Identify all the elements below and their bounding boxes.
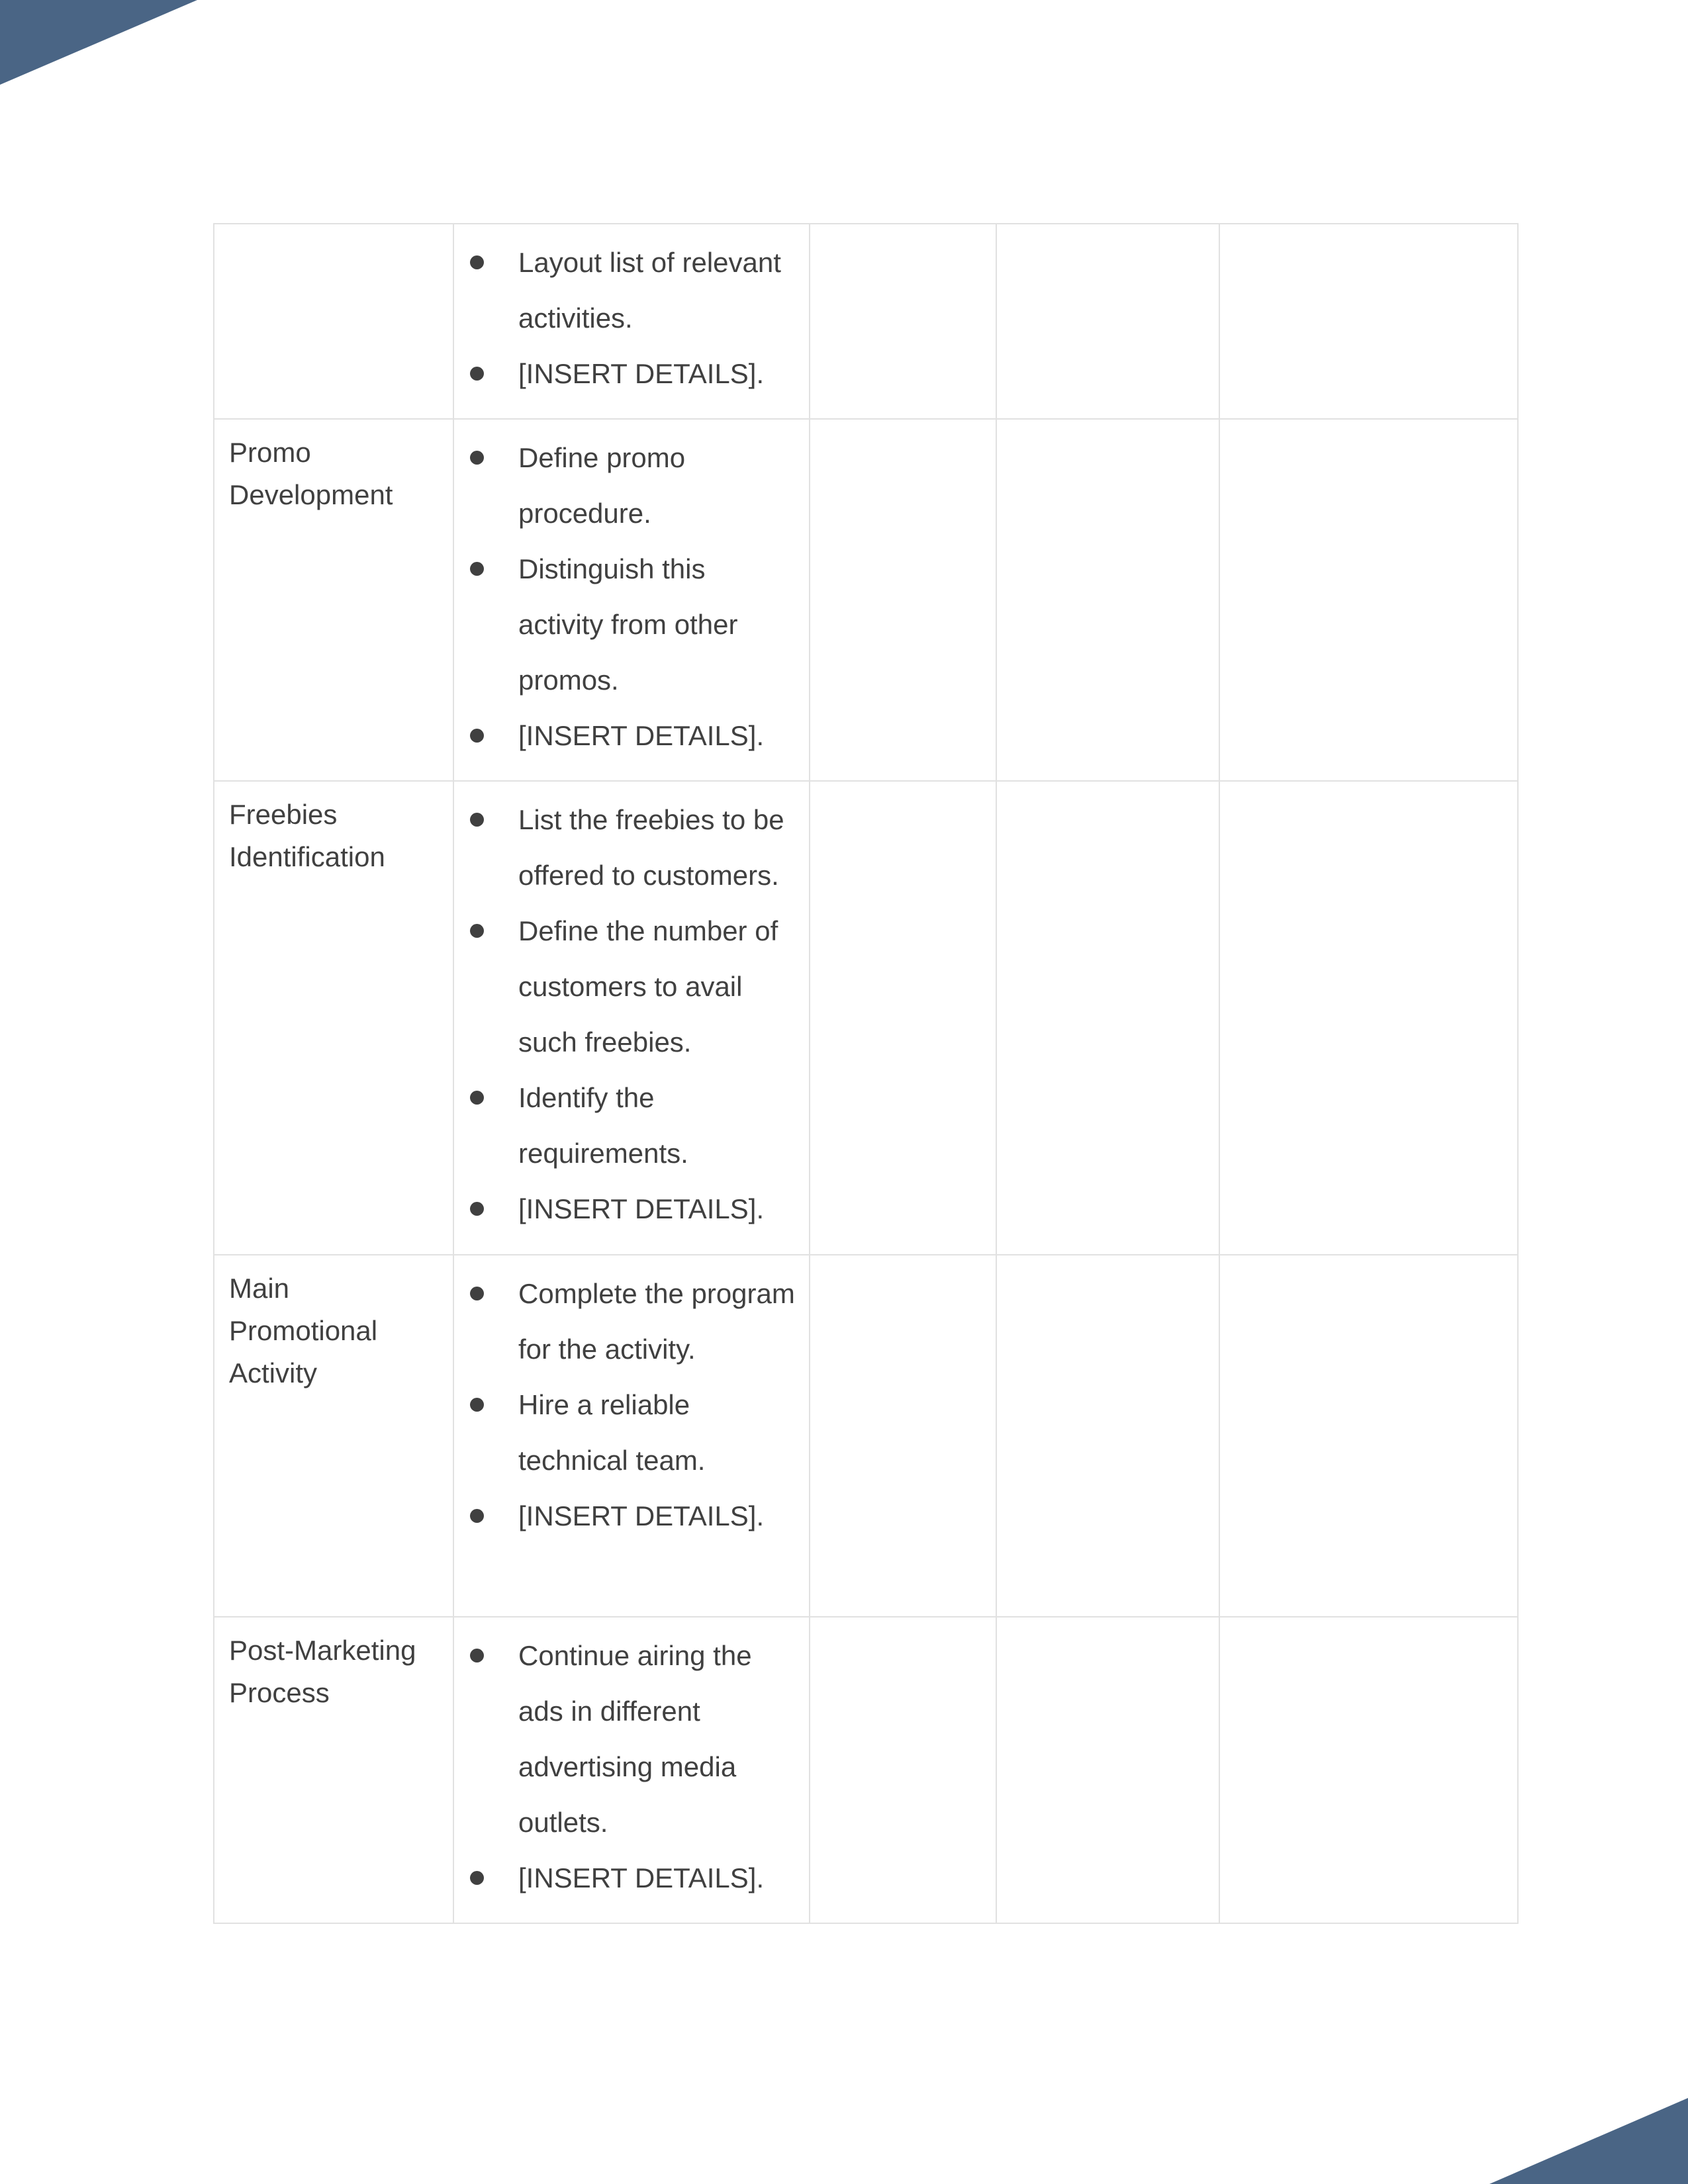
- list-item: [454, 235, 796, 346]
- empty-cell[interactable]: [996, 781, 1219, 1255]
- task-text: Define the number of customers to avail such freebies.: [518, 915, 778, 1058]
- bullet-icon: [470, 562, 484, 576]
- list-item: [454, 792, 796, 903]
- task-list: [454, 235, 796, 402]
- list-item: [454, 1488, 796, 1544]
- table-row: [214, 1617, 1518, 1923]
- table-row: [214, 419, 1518, 781]
- task-text: Distinguish this activity from other promos.: [518, 553, 738, 696]
- bullet-icon: [470, 729, 484, 743]
- empty-cell[interactable]: [996, 1617, 1219, 1923]
- activity-label: Main Promotional Activity: [229, 1273, 378, 1388]
- top-left-corner-decoration: [0, 0, 199, 86]
- task-text: [INSERT DETAILS].: [518, 720, 765, 751]
- bullet-icon: [470, 1091, 484, 1105]
- empty-cell[interactable]: [1219, 1617, 1518, 1923]
- empty-cell[interactable]: [810, 1255, 996, 1617]
- table-row: [214, 1255, 1518, 1617]
- bullet-icon: [470, 924, 484, 938]
- task-text: Continue airing the ads in different advertising media outlets.: [518, 1640, 752, 1838]
- bottom-right-corner-decoration: [1489, 2098, 1688, 2184]
- task-text: [INSERT DETAILS].: [518, 358, 765, 389]
- task-text: [INSERT DETAILS].: [518, 1862, 765, 1893]
- task-text: Hire a reliable technical team.: [518, 1389, 706, 1476]
- task-text: [INSERT DETAILS].: [518, 1193, 765, 1224]
- tasks-cell: [453, 1255, 810, 1617]
- empty-cell[interactable]: [1219, 1255, 1518, 1617]
- tasks-cell: [453, 419, 810, 781]
- tasks-cell: [453, 224, 810, 419]
- empty-cell[interactable]: [810, 781, 996, 1255]
- list-item: [454, 1070, 796, 1181]
- task-text: Complete the program for the activity.: [518, 1278, 795, 1365]
- list-item: [454, 346, 796, 402]
- task-list: [454, 430, 796, 764]
- activity-label: Promo Development: [229, 437, 393, 510]
- list-item: [454, 1628, 796, 1850]
- tasks-cell: [453, 1617, 810, 1923]
- list-item: [454, 1181, 796, 1237]
- activity-label: [214, 224, 453, 236]
- activity-cell: [214, 1255, 453, 1617]
- bullet-icon: [470, 1871, 484, 1885]
- empty-cell[interactable]: [996, 419, 1219, 781]
- empty-cell[interactable]: [810, 419, 996, 781]
- activity-table: [213, 223, 1519, 1924]
- bullet-icon: [470, 367, 484, 381]
- task-list: [454, 792, 796, 1237]
- activity-label: Post-Marketing Process: [229, 1635, 416, 1708]
- activity-cell: [214, 781, 453, 1255]
- task-text: [INSERT DETAILS].: [518, 1500, 765, 1531]
- task-text: List the freebies to be offered to customers.: [518, 804, 784, 891]
- bullet-icon: [470, 1649, 484, 1662]
- bullet-icon: [470, 813, 484, 827]
- empty-cell[interactable]: [1219, 419, 1518, 781]
- activity-cell: [214, 1617, 453, 1923]
- bullet-icon: [470, 1398, 484, 1412]
- table-row: [214, 781, 1518, 1255]
- bullet-icon: [470, 451, 484, 465]
- tasks-cell: [453, 781, 810, 1255]
- task-list: [454, 1628, 796, 1906]
- list-item: [454, 1266, 796, 1377]
- list-item: [454, 708, 796, 764]
- list-item: [454, 903, 796, 1070]
- task-list: [454, 1266, 796, 1544]
- bullet-icon: [470, 1202, 484, 1216]
- task-text: Define promo procedure.: [518, 442, 686, 529]
- bullet-icon: [470, 1509, 484, 1523]
- bullet-icon: [470, 255, 484, 269]
- activity-cell: [214, 419, 453, 781]
- activity-label: Freebies Identification: [229, 799, 385, 872]
- empty-cell[interactable]: [810, 224, 996, 419]
- empty-cell[interactable]: [996, 224, 1219, 419]
- empty-cell[interactable]: [1219, 224, 1518, 419]
- list-item: [454, 541, 796, 708]
- task-text: Identify the requirements.: [518, 1082, 688, 1169]
- empty-cell[interactable]: [810, 1617, 996, 1923]
- table-row: [214, 224, 1518, 419]
- activity-cell: [214, 224, 453, 419]
- list-item: [454, 1377, 796, 1488]
- list-item: [454, 430, 796, 541]
- empty-cell[interactable]: [996, 1255, 1219, 1617]
- list-item: [454, 1850, 796, 1906]
- empty-cell[interactable]: [1219, 781, 1518, 1255]
- task-text: Layout list of relevant activities.: [518, 247, 781, 334]
- bullet-icon: [470, 1287, 484, 1300]
